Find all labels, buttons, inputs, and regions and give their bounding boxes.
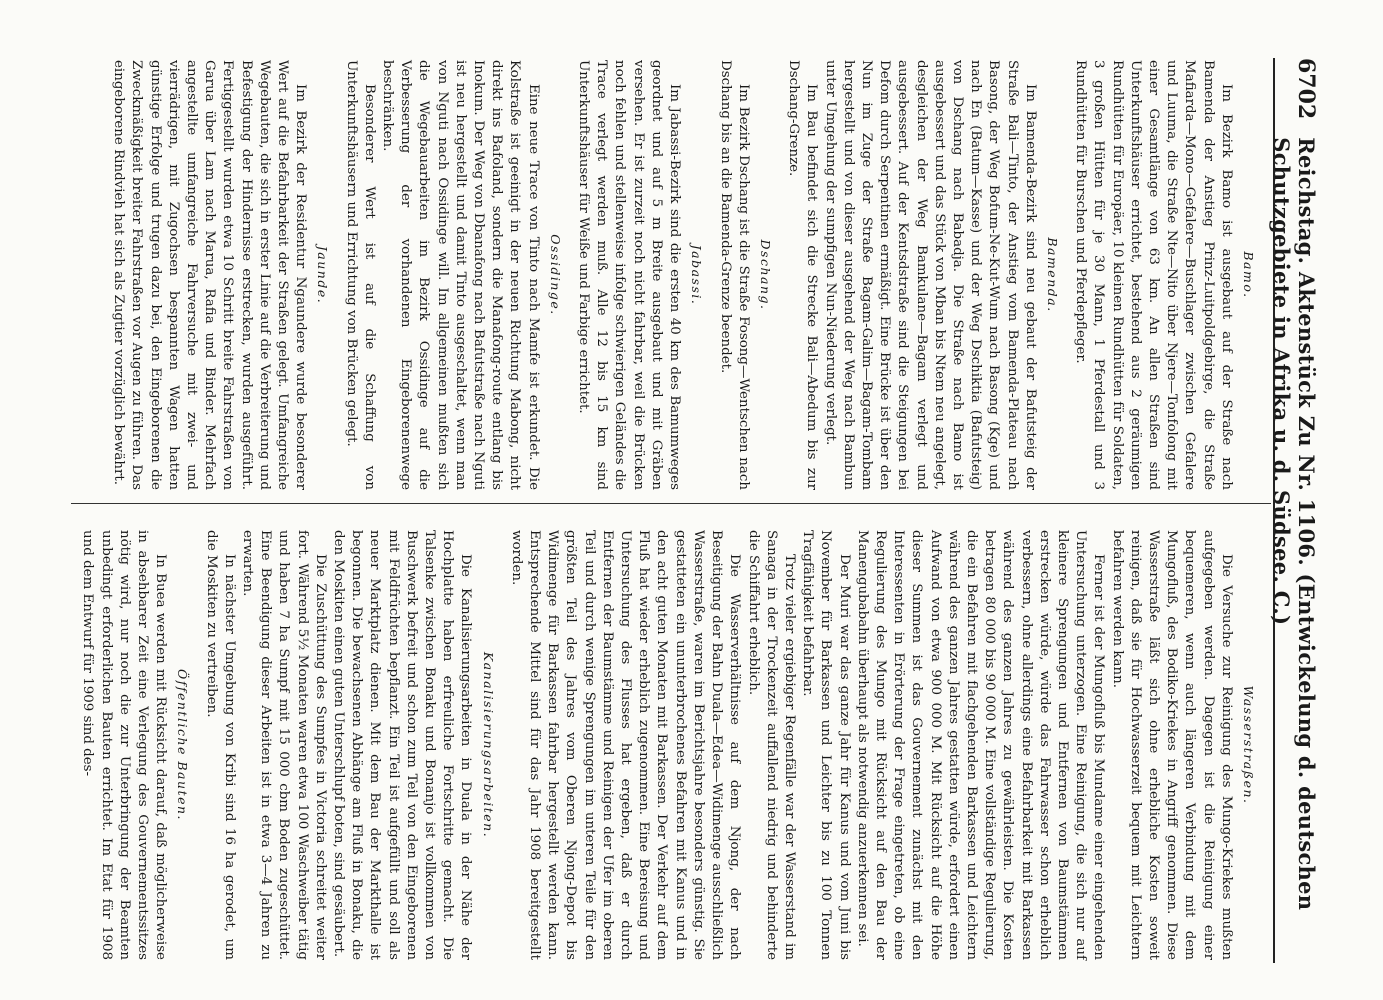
section — [341, 60, 563, 490]
paragraph: Im Bezirk Dschang ist die Straße Fosong—Wentschen nach Dschang bis an die Bamenda-Grenze beendet. — [717, 60, 751, 490]
paragraph: Besonderer Wert ist auf die Schaffung von Unterkunftshäusern und Errichtung von Brücken gelegt. — [343, 60, 377, 490]
paragraph: In nächster Umgebung von Kribi sind 16 ha gerodet, um die Moskiten zu vertreiben. — [203, 530, 237, 960]
section — [1071, 60, 1257, 490]
paragraph: Die Zuschüttung des Sumpfes in Victoria schreitet weiter fort. Während 5½ Monaten waren etwa 100 Waschweiber tätig und haben 7 ha Sumpf mit 15 000 cbm Boden zugeschüttet. Eine Beendigung dieser Arbeiten ist in etwa 3—4 Jahren zu erwarten. — [240, 530, 328, 960]
paragraph: Die Kanalisierungsarbeiten in Duala in der Nähe der Hochplatte haben erfreuliche Fortschritte gemacht. Die Talsenke zwischen Bonaku und Bonanjo ist vollkommen von Buschwerk befreit und schon zum Teil von den Eingeborenen mit Feldfrüchten bepflanzt. Ein Teil ist aufgefüllt und soll als neuer Marktplatz dienen. Mit dem Bau der Markthalle ist begonnen. Die bewachsenen Abhänge am Fluß in Bonaku, die den Moskiten einen guten Unterschlupf boten, sind gesäubert. — [331, 530, 474, 960]
page-number: 6702 — [1293, 58, 1319, 120]
left-column — [99, 60, 1263, 490]
page-title: Reichstag. Aktenstück Zu Nr. 1106. (Entwickelung d. deutschen Schutzgebiete in Afrika u. d. Südsee. C.) — [1269, 137, 1319, 911]
section-heading: Öffentliche Bauten. — [175, 668, 191, 822]
paragraph: Eine neue Trace von Tinto nach Mamfe ist erkundet. Die Kolstraße ist geeinigt in der neuen Richtung Mabong, nicht direkt ins Bafoland, sondern die Manafong-route entlang bis Inokum. Der Weg von Dbanafong nach Bafutstraße nach Nguti ist neu hergestellt und damit Tinto ausgeschaltet, wenn man von Nguti nach Ossidinge will. Im allgemeinen mußten sich die Wegebauarbeiten im Bezirk Ossidinge auf die Verbesserung der vorhandenen Eingeborenenwege beschränken. — [380, 60, 541, 490]
section-heading: Jaunde. — [315, 245, 331, 305]
section-heading: Dschang. — [757, 239, 773, 311]
section — [715, 60, 774, 490]
paragraph: Im Bamenda-Bezirk sind neu gebaut der Bafutsteig der Straße Bali—Tinto, der Anstieg vom Bamenda-Plateau nach Basong, der Weg Bofum-Ne-Kut-Wum nach Basong (Kge) und nach En (Batum—Kasse) und der Weg Dschiktia (Bafutsteig) von Dschang nach Babadja. Die Straße nach Bamo ist ausgebessert und das Stück von Mban bis Ntem neu angelegt, desgleichen der Weg Bamkulane—Bagam verlegt und ausgebessert. Auf der Kentsdstraße sind die Steigungen bei Defom durch Serpentinen ermäßigt. Eine Brücke ist über den Nun im Zuge der Straße Bagam-Galim—Bagam-Tombam hergestellt und von dieser ausgehend der Weg nach Bambun unter Umgehung der sumpfigen Nun-Niederung verlegt. — [822, 60, 1038, 490]
section-heading: Kanalisierungsarbeiten. — [480, 651, 496, 839]
section — [109, 60, 331, 490]
right-column — [68, 530, 1263, 960]
section — [574, 60, 705, 490]
header-rule — [1273, 58, 1275, 963]
section — [78, 530, 191, 960]
paragraph: Die Wasserverhältnisse auf dem Njong, der nach Beseitigung der Bahn Duala—Edea—Widimenge ausschließlich Wasserstraße, waren im Berichtsjahre besonders günstig. Sie gestatteten ein ununterbrochenes Befahren mit Kanus und in den acht guten Monaten mit Barkassen. Der Verkehr auf dem Fluß hat wieder erheblich zugenommen. Eine Bereisung und Untersuchung des Flusses hat ergeben, daß er durch Entfernen der Baumstämme und Reinigen der Ufer im oberen Teil und durch wenige Sprengungen im unteren Teile für den größten Teil des Jahres vom Oberen Njong-Depot bis Widimenge für Barkassen fahrbar hergestellt werden kann. Entsprechende Mittel sind für das Jahr 1908 bereitgestellt worden. — [508, 530, 743, 960]
section-heading: Jabassi. — [689, 244, 705, 306]
paragraph: Im Jabassi-Bezirk sind die ersten 40 km des Bamumweges geordnet und auf 5 m Breite ausgebaut und mit Gräben versehen. Er ist zurzeit noch nicht fahrbar, weil die Brücken noch fehlen und stellenweise infolge schwierigen Geländes die Trace verlegt werden muß. Alle 12 bis 15 km sind Unterkunftshäuser für Weiße und Farbige errichtet. — [576, 60, 683, 490]
section — [201, 530, 496, 960]
section-heading: Bamenda. — [1044, 237, 1060, 313]
section — [507, 530, 1257, 960]
section-heading: Bamo. — [1241, 251, 1256, 299]
paragraph: Der Muri war das ganze Jahr für Kanus und vom Juni bis November für Barkassen und Leichter bis zu 100 Tonnen Tragfähigkeit befahrbar. — [800, 530, 852, 960]
paragraph: Im Bau befindet sich die Strecke Bali—Abedum bis zur Dschang-Grenze. — [786, 60, 820, 490]
paragraph: Ferner ist der Mungofluß bis Mundame einer eingehenden Untersuchung unterzogen. Eine Reinigung, die sich nur auf kleinere Sprengungen und Entfernen von Baumstämmen erstrecken würde, würde das Fahrwasser schon erheblich verbessern, ohne allerdings eine Befahrbarkeit mit Barkassen während des ganzen Jahres zu gewährleisten. Die Kosten betragen 80 000 bis 90 000 M. Eine vollständige Regulierung, die ein Befahren mit flachgehenden Barkassen und Leichtern während des ganzen Jahres gestatten würde, erfordert einen Aufwand von etwa 900 000 M. Mit Rücksicht auf die Höhe dieser Summen ist das Gouvernement zunächst mit den Interessenten in Erörterung der Frage eingetreten, ob eine Regulierung des Mungo mit Rücksicht auf den Bau der Manengubabahn überhaupt als notwendig anzuerkennen sei. — [854, 530, 1107, 960]
section-heading: Wasserstraßen. — [1241, 685, 1256, 805]
column-rule — [71, 503, 1271, 504]
section-heading: Ossidinge. — [547, 234, 563, 316]
paragraph: Im Bezirk Bamo ist ausgebaut auf der Straße nach Bamenda der Anstieg Prinz-Luitpoldgebirge, die Straße Mafiarda—Mono—Gefalere—Buschlager zwischen Gefalere und Luuma, die Straße Nte—Nito über Njere—Tonfolong mit einer Gesamtlänge von 63 km. An allen Straßen sind Unterkunftshäuser errichtet, bestehend aus 2 geräumigen Rundhütten für Europäer, 10 kleinen Rundhütten für Soldaten, 3 großen Hütten für je 30 Mann, 1 Pferdestall und 3 Rundhütten für Burschen und Pferdepfleger. — [1073, 60, 1234, 490]
paragraph: Im Bezirk der Residentur Ngaundere wurde besonderer Wert auf die Befahrbarkeit der Straßen gelegt. Umfangreiche Wegebauten, die sich in erster Linie auf die Verbreiterung und Befestigung der Hindernisse erstrecken, wurden ausgeführt. Fertiggestellt wurden etwa 10 Schritt breite Fahrstraßen von Garua über Lam nach Marua, Rafia und Binder. Mehrfach angestellte umfangreiche Fahrversuche mit zwei- und vierrädrigen, mit Zugochsen bespannten Wagen hatten günstige Erfolge und trugen dazu bei, den Eingeborenen die Zweckmäßigkeit breiter Fahrstraßen vor Augen zu führen. Das eingeborene Rindvieh hat sich als Zugtier vorzüglich bewährt. — [111, 60, 309, 490]
paragraph: Trotz vieler ergiebiger Regenfälle war der Wasserstand im Sanaga in der Trockenzeit auffallend niedrig und behinderte die Schiffahrt erheblich. — [745, 530, 797, 960]
paragraph: In Buea werden mit Rücksicht darauf, daß möglicherweise in absehbarer Zeit eine Verlegung des Gouvernementssitzes nötig wird, nur noch die zur Unterbringung der Beamten unbedingt erforderlichen Bauten errichtet. Im Etat für 1908 und dem Entwurf für 1909 sind des- — [80, 530, 169, 960]
section — [784, 60, 1061, 490]
paragraph: Die Versuche zur Reinigung des Mungo-Kriekes mußten aufgegeben werden. Dagegen ist die Reinigung einer bequemeren, wenn auch längeren Verbindung mit dem Mungofluß, des Bodiko-Kriekes in Angriff genommen. Diese Wasserstraße läßt sich ohne erhebliche Kosten soweit reinigen, daß sie für Hochwasserzeit bequem mit Leichtern befahren werden kann. — [1109, 530, 1234, 960]
page-header — [1269, 58, 1319, 963]
